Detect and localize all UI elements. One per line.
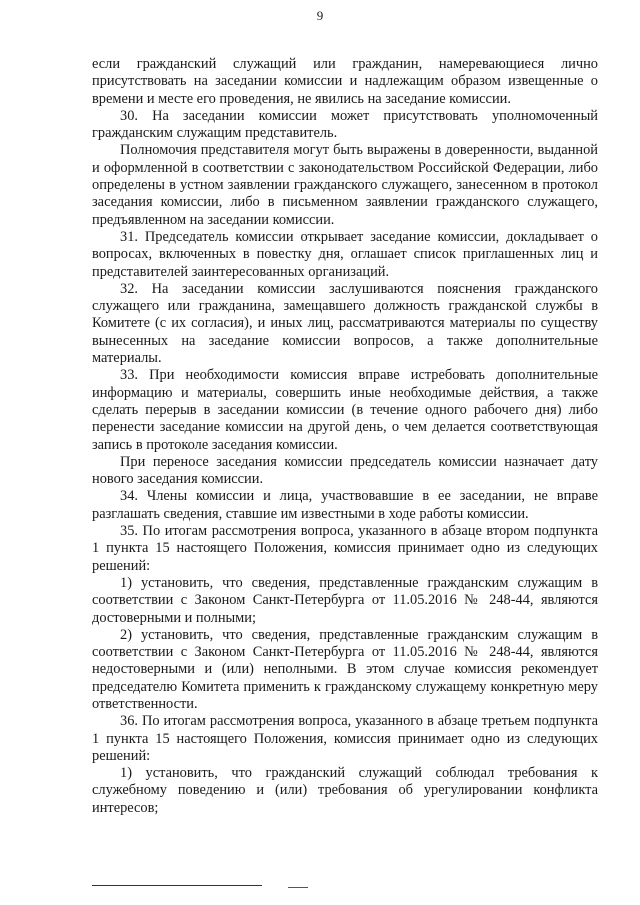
paragraph: 36. По итогам рассмотрения вопроса, указанного в абзаце третьем подпункта 1 пункта 15 настоящего Положения, комиссия принимает одно из следующих решений: xyxy=(92,713,598,764)
paragraph: 30. На заседании комиссии может присутствовать уполномоченный гражданским служащим представитель. xyxy=(92,107,598,142)
paragraph: При переносе заседания комиссии председатель комиссии назначает дату нового заседания комиссии. xyxy=(92,453,598,488)
paragraph: 31. Председатель комиссии открывает заседание комиссии, докладывает о вопросах, включенных в повестку дня, оглашает список приглашенных лиц и представителей заинтересованных организаций. xyxy=(92,228,598,280)
paragraph: Полномочия представителя могут быть выражены в доверенности, выданной и оформленной в соответствии с законодательством Российской Федерации, либо определены в устном заявлении гражданского служащего, занесенном в протокол заседания комиссии, либо в письменном заявлении гражданского служащего, предъявленном на заседании комиссии. xyxy=(92,142,598,228)
footer-dash xyxy=(288,887,308,888)
page-number: 9 xyxy=(316,8,324,23)
paragraph: 32. На заседании комиссии заслушиваются пояснения гражданского служащего или гражданина, замещавшего должность гражданской службы в Комитете (с их согласия), и иных лиц, рассматриваются материалы по существу вынесенных на заседание комиссии вопросов, а также дополнительные материалы. xyxy=(92,280,598,367)
paragraph: если гражданский служащий или гражданин, намеревающиеся лично присутствовать на заседании комиссии и надлежащим образом извещенные о времени и месте его проведения, не явились на заседание комиссии. xyxy=(92,56,598,107)
paragraph: 2) установить, что сведения, представленные гражданским служащим в соответствии с Законом Санкт-Петербурга от 11.05.2016 № 248-44, являются недостоверными и (или) неполными. В этом случае комиссия рекомендует председателю Комитета применить к гражданскому служащему конкретную меру ответственности. xyxy=(92,626,598,712)
document-body xyxy=(92,56,598,817)
paragraph: 33. При необходимости комиссия вправе истребовать дополнительные информацию и материалы, совершить иные необходимые действия, а также сделать перерыв в заседании комиссии (в течение одного рабочего дня) либо перенести заседание комиссии на другой день, о чем делается соответствующая запись в протоколе заседания комиссии. xyxy=(92,367,598,453)
footer-rule xyxy=(92,885,262,886)
paragraph: 1) установить, что гражданский служащий соблюдал требования к служебному поведению и (или) требования об урегулировании конфликта интересов; xyxy=(92,765,598,816)
paragraph: 35. По итогам рассмотрения вопроса, указанного в абзаце втором подпункта 1 пункта 15 настоящего Положения, комиссия принимает одно из следующих решений: xyxy=(92,523,598,574)
paragraph: 34. Члены комиссии и лица, участвовавшие в ее заседании, не вправе разглашать сведения, ставшие им известными в ходе работы комиссии. xyxy=(92,488,598,522)
paragraph: 1) установить, что сведения, представленные гражданским служащим в соответствии с Законом Санкт-Петербурга от 11.05.2016 № 248-44, являются достоверными и полными; xyxy=(92,574,598,626)
